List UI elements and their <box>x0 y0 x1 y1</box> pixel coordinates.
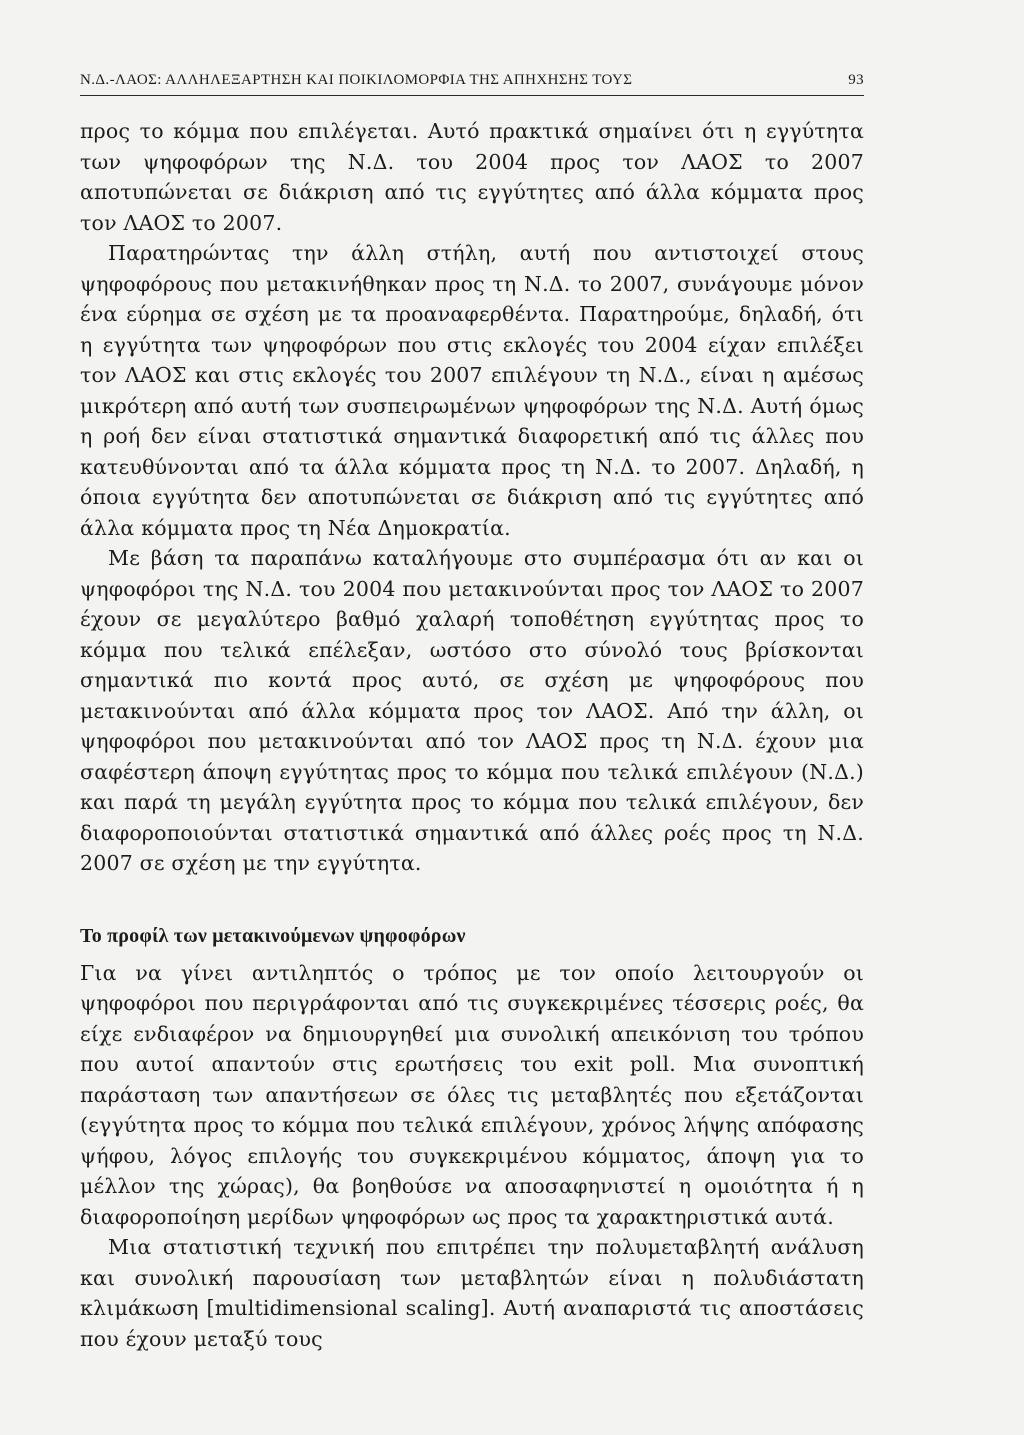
page-content <box>80 116 864 1354</box>
paragraph: Παρατηρώντας την άλλη στήλη, αυτή που αντιστοιχεί στους ψηφοφόρους που μετακινήθηκαν προς τη Ν.Δ. το 2007, συνάγουμε μόνον ένα εύρημα σε σχέση με τα προαναφερθέντα. Παρατηρούμε, δηλαδή, ότι η εγγύτητα των ψηφοφόρων που στις εκλογές του 2004 είχαν επιλέξει τον ΛΑΟΣ και στις εκλογές του 2007 επιλέγουν τη Ν.Δ., είναι η αμέσως μικρότερη από αυτή των συσπειρωμένων ψηφοφόρων της Ν.Δ. Αυτή όμως η ροή δεν είναι στατιστικά σημαντικά διαφορετική από τις άλλες που κατευθύνονται από τα άλλα κόμματα προς τη Ν.Δ. το 2007. Δηλαδή, η όποια εγγύτητα δεν αποτυπώνεται σε διάκριση από τις εγγύτητες από άλλα κόμματα προς τη Νέα Δημοκρατία. <box>80 241 864 540</box>
running-title: Ν.Δ.-ΛΑΟΣ: ΑΛΛΗΛΕΞΑΡΤΗΣΗ ΚΑΙ ΠΟΙΚΙΛΟΜΟΡΦΙΑ ΤΗΣ ΑΠΗΧΗΣΗΣ ΤΟΥΣ <box>80 72 633 88</box>
section-heading: Το προφίλ των μετακινούμενων ψηφοφόρων <box>80 924 466 947</box>
paragraph: Με βάση τα παραπάνω καταλήγουμε στο συμπέρασμα ότι αν και οι ψηφοφόροι της Ν.Δ. του 2004 που μετακινούνται προς τον ΛΑΟΣ το 2007 έχουν σε μεγαλύτερο βαθμό χαλαρή τοποθέτηση εγγύτητας προς το κόμμα που τελικά επέλεξαν, ωστόσο στο σύνολό τους βρίσκονται σημαντικά πιο κοντά προς αυτό, σε σχέση με ψηφοφόρους που μετακινούνται από άλλα κόμματα προς τον ΛΑΟΣ. Από την άλλη, οι ψηφοφόροι που μετακινούνται από τον ΛΑΟΣ προς τη Ν.Δ. έχουν μια σαφέστερη άποψη εγγύτητας προς το κόμμα που τελικά επιλέγουν (Ν.Δ.) και παρά τη μεγάλη εγγύτητα προς το κόμμα που τελικά επιλέγουν, δεν διαφοροποιούνται στατιστικά σημαντικά από άλλες ροές προς τη Ν.Δ. 2007 σε σχέση με την εγγύτητα. <box>80 546 864 875</box>
paragraph: Για να γίνει αντιληπτός ο τρόπος με τον οποίο λειτουργούν οι ψηφοφόροι που περιγράφονται από τις συγκεκριμένες τέσσερις ροές, θα είχε ενδιαφέρον να δημιουργηθεί μια συνολική απεικόνιση του τρόπου που αυτοί απαντούν στις ερωτήσεις του exit poll. Μια συνοπτική παράσταση των απαντήσεων σε όλες τις μεταβλητές που εξετάζονται (εγγύτητα προς το κόμμα που τελικά επιλέγουν, χρόνος λήψης απόφασης ψήφου, λόγος επιλογής του συγκεκριμένου κόμματος, άποψη για το μέλλον της χώρας), θα βοηθούσε να αποσαφηνιστεί η ομοιότητα ή η διαφοροποίηση μερίδων ψηφοφόρων ως προς τα χαρακτηριστικά αυτά. <box>80 960 864 1229</box>
page-number: 93 <box>848 72 864 88</box>
book-page <box>80 72 864 1354</box>
paragraph: Μια στατιστική τεχνική που επιτρέπει την πολυμεταβλητή ανάλυση και συνολική παρουσίαση των μεταβλητών είναι η πολυδιάστατη κλιμάκωση [multidimensional scaling]. Αυτή αναπαριστά τις αποστάσεις που έχουν μεταξύ τους <box>80 1235 864 1351</box>
paragraph-continued: προς το κόμμα που επιλέγεται. Αυτό πρακτικά σημαίνει ότι η εγγύτητα των ψηφοφόρων της Ν.Δ. του 2004 προς τον ΛΑΟΣ το 2007 αποτυπώνεται σε διάκριση από τις εγγύτητες από άλλα κόμματα προς τον ΛΑΟΣ το 2007. <box>80 119 864 235</box>
running-header <box>80 72 864 96</box>
